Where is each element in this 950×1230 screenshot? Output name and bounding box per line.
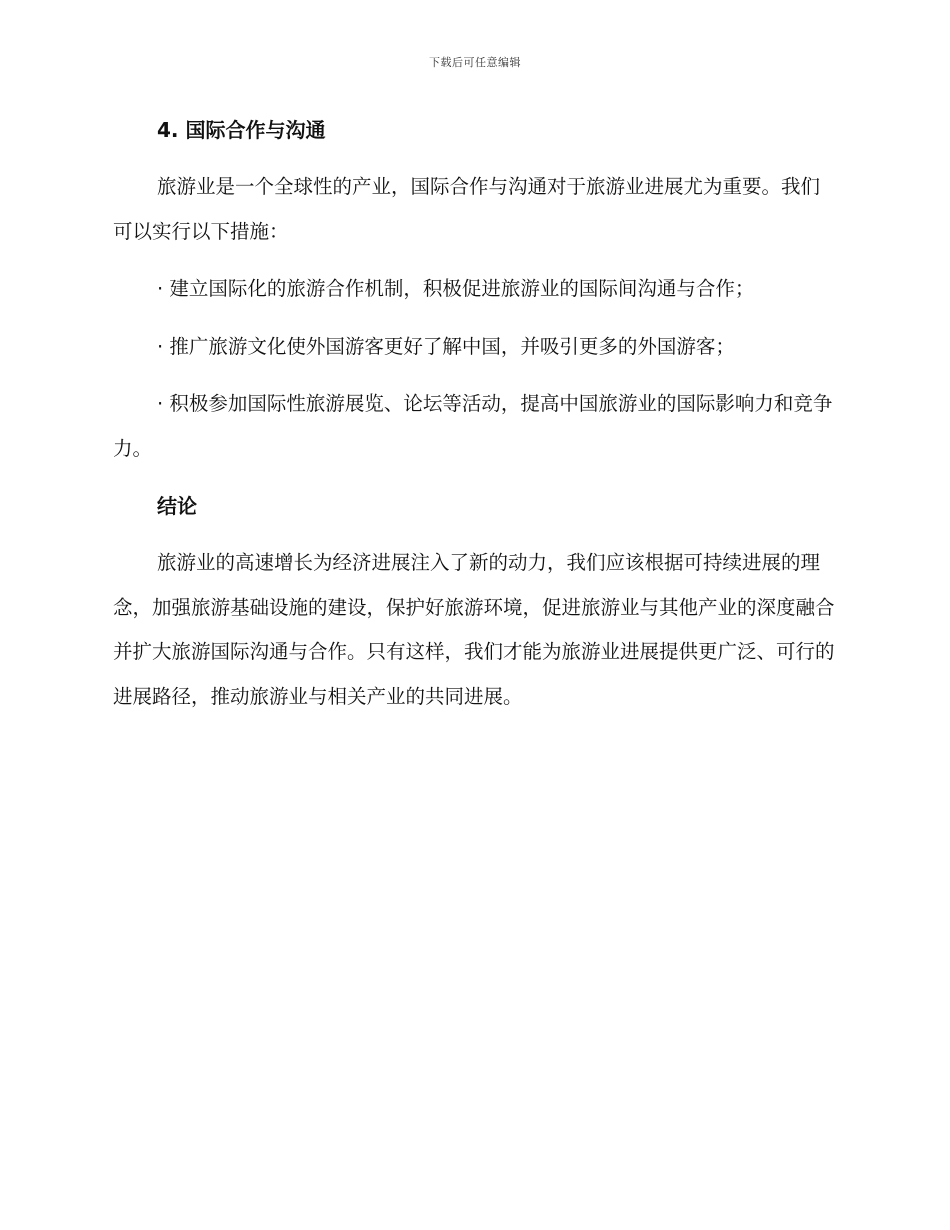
section-heading-international-cooperation: 4. 国际合作与沟通 [157,118,326,142]
bullet-item: · 推广旅游文化使外国游客更好了解中国，并吸引更多的外国游客； [157,334,735,358]
section-heading-conclusion: 结论 [157,494,197,518]
conclusion-paragraph: 旅游业的高速增长为经济进展注入了新的动力，我们应该根据可持续进展的理念，加强旅游基础设施的建设，保护好旅游环境，促进旅游业与其他产业的深度融合并扩大旅游国际沟通与合作。只有这样，我们才能为旅游业进展提供更广泛、可行的进展路径，推动旅游业与相关产业的共同进展。 [113,551,835,708]
bullet-item: · 建立国际化的旅游合作机制，积极促进旅游业的国际间沟通与合作； [157,277,755,300]
document-body [113,108,835,719]
bullet-item: · 积极参加国际性旅游展览、论坛等活动，提高中国旅游业的国际影响力和竞争力。 [113,392,833,460]
page-header: 下载后可任意编辑 [429,56,521,69]
section-intro-paragraph: 旅游业是一个全球性的产业，国际合作与沟通对于旅游业进展尤为重要。我们可以实行以下措施： [113,175,821,243]
